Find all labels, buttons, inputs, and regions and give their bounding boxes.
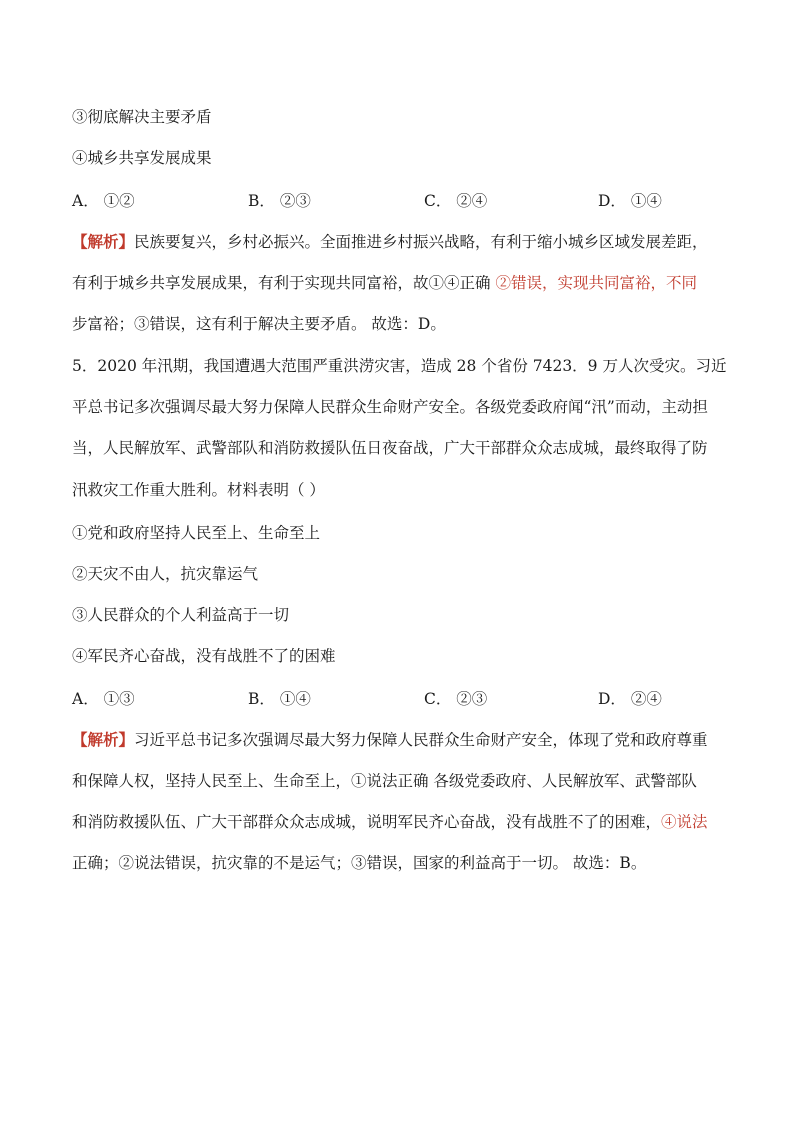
q5-analysis-line-4: 正确；②说法错误，抗灾靠的不是运气；③错误，国家的利益高于一切。 故选：B。 xyxy=(72,854,647,872)
q5-analysis-text-1: 习近平总书记多次强调尽最大努力保障人民群众生命财产安全，体现了党和政府尊重 xyxy=(134,731,708,749)
q5-option-a: A． ①③ xyxy=(72,690,135,708)
q5-stem-line-3: 当，人民解放军、武警部队和消防救援队伍日夜奋战，广大干部群众众志成城，最终取得了防 xyxy=(72,439,708,457)
q4-analysis-tag: 【解析】 xyxy=(72,232,135,251)
q5-analysis-text-3-red: ④说法 xyxy=(661,813,708,831)
q5-stem-line-1: 5．2020 年汛期，我国遭遇大范围严重洪涝灾害，造成 28 个省份 7423．9 万人次受灾。习近 xyxy=(72,357,727,375)
q4-item-4: ④城乡共享发展成果 xyxy=(72,149,212,167)
q5-analysis-tag: 【解析】 xyxy=(72,730,135,749)
q4-analysis-text-1: 民族要复兴，乡村必振兴。全面推进乡村振兴战略，有利于缩小城乡区域发展差距， xyxy=(134,233,708,251)
q4-analysis-line-3: 步富裕；③错误，这有利于解决主要矛盾。 故选：D。 xyxy=(72,315,446,333)
q5-option-d: D． ②④ xyxy=(598,690,662,708)
q5-options xyxy=(72,689,732,709)
q5-item-4: ④军民齐心奋战，没有战胜不了的困难 xyxy=(72,647,336,665)
q5-item-1: ①党和政府坚持人民至上、生命至上 xyxy=(72,524,321,542)
q5-analysis-line-2: 和保障人权，坚持人民至上、生命至上，①说法正确 各级党委政府、人民解放军、武警部队 xyxy=(72,772,697,790)
q5-item-2: ②天灾不由人，抗灾靠运气 xyxy=(72,565,259,583)
q4-option-a: A． ①② xyxy=(72,192,135,210)
q5-option-b: B． ①④ xyxy=(248,690,311,708)
q4-option-c: C． ②④ xyxy=(424,192,488,210)
q4-analysis-line-1 xyxy=(72,232,732,252)
q5-analysis-line-3 xyxy=(72,812,732,832)
q4-item-3: ③彻底解决主要矛盾 xyxy=(72,108,212,126)
q4-option-b: B． ②③ xyxy=(248,192,311,210)
q5-item-3: ③人民群众的个人利益高于一切 xyxy=(72,606,290,624)
q4-option-d: D． ①④ xyxy=(598,192,662,210)
q5-analysis-line-1 xyxy=(72,730,732,750)
q4-analysis-text-2: 有利于城乡共享发展成果，有利于实现共同富裕，故①④正确 xyxy=(72,274,491,292)
q5-analysis-text-3: 和消防救援队伍、广大干部群众众志成城，说明军民齐心奋战，没有战胜不了的困难， xyxy=(72,813,662,831)
q5-stem-line-2: 平总书记多次强调尽最大努力保障人民群众生命财产安全。各级党委政府闻“汛”而动，主动担 xyxy=(72,398,708,416)
q5-stem-line-4: 汛救灾工作重大胜利。材料表明（ ） xyxy=(72,481,325,499)
q4-analysis-text-2-red: ②错误，实现共同富裕，不同 xyxy=(495,274,697,292)
q4-analysis-line-2 xyxy=(72,273,732,293)
q5-option-c: C． ②③ xyxy=(424,690,488,708)
q4-options xyxy=(72,191,732,211)
